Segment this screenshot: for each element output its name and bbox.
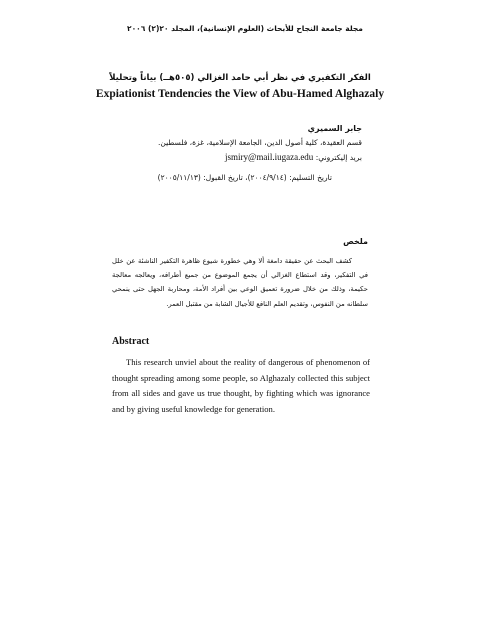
author-name: جابر السميري (307, 124, 362, 133)
author-affiliation: قسم العقيدة، كلية أصول الدين، الجامعة الإسلامية، غزة، فلسطين. (158, 138, 362, 147)
arabic-abstract-text: كشف البحث عن حقيقة دامغة ألا وهي خطورة شيوع ظاهرة التكفير الناشئة عن خلل في التفكير، وقد استطاع الغزالي أن يجمع الموضوع من جميع أطرافه، ويعالجه معالجة حكيمة، وذلك من خلال ضرورة تعميق الوعي بين أفراد الأمة، ومحاربة الجهل حتى ينمحي سلطانه من النفوس، وتقديم العلم النافع للأجيال الشابة من مقتبل العمر. (112, 257, 368, 308)
arabic-abstract (112, 254, 368, 311)
english-abstract-heading: Abstract (112, 336, 150, 347)
email-line (102, 150, 362, 165)
author-email: jsmiry@mail.iugaza.edu (225, 152, 314, 162)
submission-dates: تاريخ التسليم: (٢٠٠٤/٩/١٤)، تاريخ القبول: (٢٠٠٥/١١/١٣) (157, 173, 332, 182)
english-abstract-text: This research unviel about the reality of dangerous of phenomenon of thought spreading among some people, so Alghazaly collected this subject from all sides and gave us true thought, by fighting which was ignorance and by giving useful knowledge for generation. (112, 357, 370, 414)
english-abstract (112, 355, 370, 417)
arabic-abstract-heading: ملخص (343, 237, 368, 246)
paper-title-arabic: الفكر التكفيري في نظر أبي حامد الغزالي (٥٠٥هــ) بياناً وتحليلاً (109, 73, 371, 83)
paper-title-english: Expiationist Tendencies the View of Abu-Hamed Alghazaly (95, 88, 385, 100)
running-header: مجلة جامعة النجاح للأبحاث (العلوم الإنسانية)، المجلد ٢٠(٢) ٢٠٠٦ (127, 24, 363, 33)
email-label: بريد إليكتروني: (315, 153, 362, 162)
author-block (102, 122, 362, 185)
